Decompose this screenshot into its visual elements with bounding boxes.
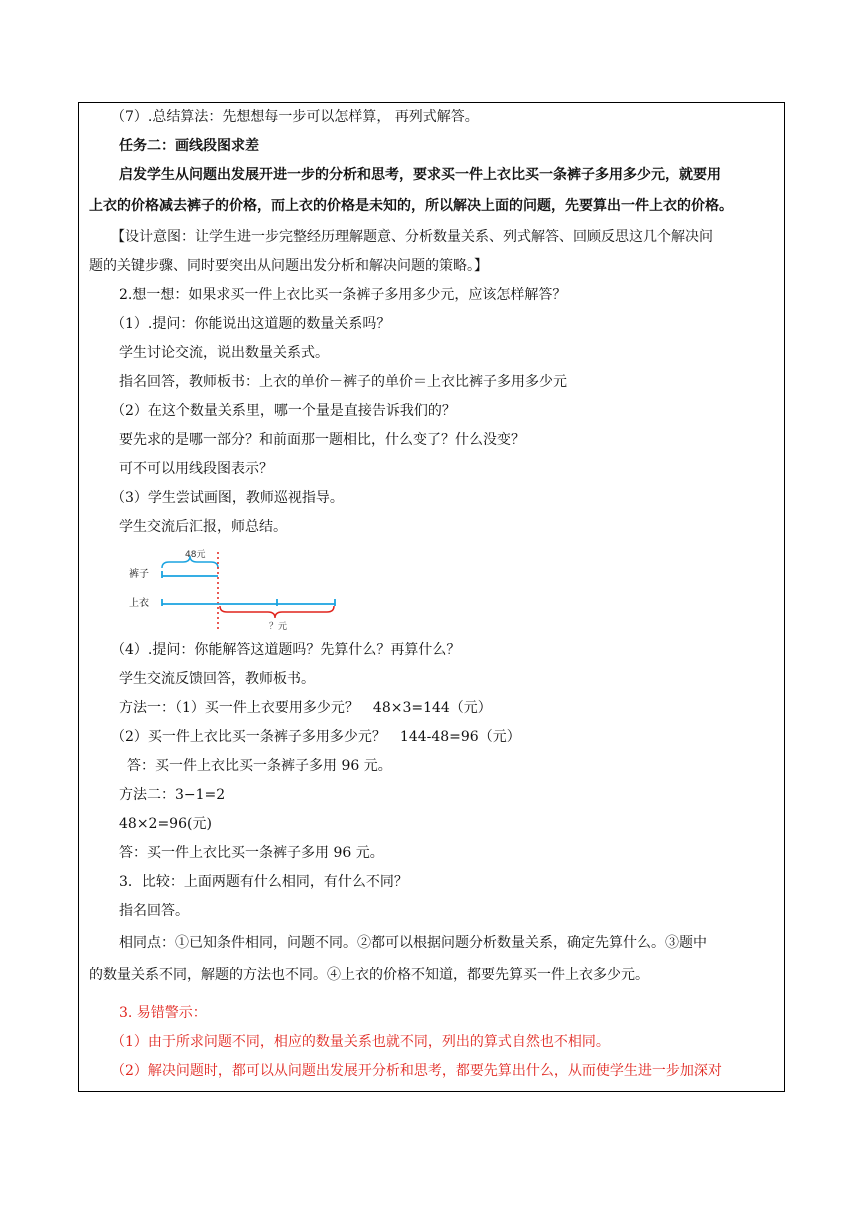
text-line-10: 指名回答，教师板书：上衣的单价－裤子的单价＝上衣比裤子多用多少元 (119, 374, 567, 390)
similarities-line-2: 的数量关系不同，解题的方法也不同。④上衣的价格不知道，都要先算买一件上衣多少元。 (89, 967, 649, 983)
compare-line: 3．比较：上面两题有什么相同，有什么不同？ (119, 874, 408, 890)
design-intent-line-2: 题的关键步骤、同时要突出从问题出发分析和解决问题的策略。】 (89, 258, 488, 274)
text-line-14: （3）学生尝试画图，教师巡视指导。 (111, 490, 344, 506)
section-heading-task2: 任务二：画线段图求差 (119, 138, 259, 154)
text-line-3: 启发学生从问题出发展开进一步的分析和思考，要求买一件上衣比买一条裤子多用多少元，就要用 (119, 167, 721, 183)
top-brace (162, 556, 218, 568)
similarities-line-1: 相同点：①已知条件相同，问题不同。②都可以根据问题分析数量关系，确定先算什么。③题中 (119, 935, 707, 951)
method-one-answer: 答：买一件上衣比买一条裤子多用 96 元。 (127, 758, 392, 774)
line-segment-diagram (119, 548, 349, 632)
method-two-answer: 答：买一件上衣比买一条裤子多用 96 元。 (119, 845, 384, 861)
method-one-line-2: （2）买一件上衣比买一条裤子多用多少元？ 144-48=96（元） (111, 729, 521, 745)
warning-item-1: （1）由于所求问题不同，相应的数量关系也就不同，列出的算式自然也不相同。 (111, 1034, 610, 1050)
diagram-bottom-label: ？元 (269, 622, 288, 632)
text-line-4: 上衣的价格减去裤子的价格，而上衣的价格是未知的，所以解决上面的问题，先要算出一件上衣的价格。 (89, 198, 733, 214)
bottom-brace (220, 606, 334, 618)
design-intent-line-1: 【设计意图：让学生进一步完整经历理解题意、分析数量关系、列式解答、回顾反思这几个解决问 (111, 229, 713, 245)
text-line-12: 要先求的是哪一部分？和前面那一题相比，什么变了？什么没变？ (119, 432, 525, 448)
text-line-17: 学生交流反馈回答，教师板书。 (119, 671, 315, 687)
text-line-9: 学生讨论交流，说出数量关系式。 (119, 345, 329, 361)
warning-item-2: （2）解决问题时，都可以从问题出发展开分析和思考，都要先算出什么，从而使学生进一步加深对 (111, 1063, 722, 1079)
text-line-11: （2）在这个数量关系里，哪一个量是直接告诉我们的？ (111, 403, 456, 419)
text-line-7: 2.想一想：如果求买一件上衣比买一条裤子多用多少元，应该怎样解答？ (119, 287, 567, 303)
text-line-25: 指名回答。 (119, 903, 189, 919)
text-line-1: （7）.总结算法：先想想每一步可以怎样算， 再列式解答。 (111, 109, 479, 125)
method-two-line-2: 48×2=96(元) (119, 816, 212, 832)
diagram-top-label: 48元 (185, 550, 206, 560)
text-line-16: （4）.提问：你能解答这道题吗？先算什么？再算什么？ (111, 642, 461, 658)
text-line-15: 学生交流后汇报，师总结。 (119, 519, 287, 535)
method-two-line-1: 方法二：3−1=2 (119, 787, 226, 803)
warning-heading: 3. 易错警示： (119, 1005, 207, 1021)
diagram-row2-label: 上衣 (129, 598, 149, 609)
diagram-row1-label: 裤子 (129, 569, 149, 580)
method-one-line-1: 方法一：（1）买一件上衣要用多少元？ 48×3=144（元） (119, 700, 492, 716)
lesson-plan-box (78, 102, 785, 1092)
text-line-8: （1）.提问：你能说出这道题的数量关系吗？ (111, 316, 391, 332)
text-line-13: 可不可以用线段图表示？ (119, 461, 273, 477)
